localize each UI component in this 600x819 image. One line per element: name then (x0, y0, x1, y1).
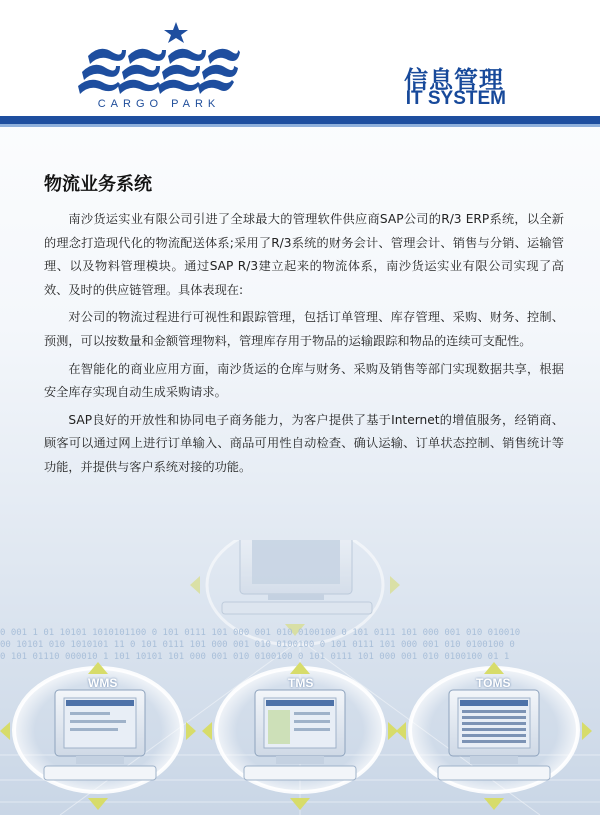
page-title-en: IT SYSTEM (405, 88, 506, 109)
arrow-right-icon (186, 722, 196, 740)
page-header (0, 0, 600, 118)
arrow-left-icon (396, 722, 406, 740)
arrow-left-icon (202, 722, 212, 740)
arrow-left-icon (0, 722, 10, 740)
section-title: 物流业务系统 (44, 174, 152, 195)
binary-stream: 0 101 01110 000010 1 101 10101 101 000 001 010 0100100 0 101 0111 101 000 001 010 0100100 01 1 (0, 652, 510, 662)
wms-label: WMS (88, 676, 118, 690)
paragraph: 南沙货运实业有限公司引进了全球最大的管理软件供应商SAP公司的R/3 ERP系统，以全新的理念打造现代化的物流配送体系;采用了R/3系统的财务会计、管理会计、销售与分销、运输管理、以及物料管理模块。通过SAP R/3建立起来的物流体系，南沙货运实业有限公司实现了高效、及时的供应链管理。具体表现在: (44, 212, 564, 297)
network-illustration (0, 540, 600, 815)
header-divider (0, 116, 600, 124)
waves-icon (78, 49, 240, 94)
binary-stream: 0 001 1 01 10101 1010101100 0 101 0111 101 000 001 010 0100100 0 101 0111 101 000 001 010 010010 (0, 628, 521, 638)
arrow-down-icon (88, 798, 108, 810)
tms-label: TMS (288, 676, 314, 690)
arrow-right-icon (582, 722, 592, 740)
arrow-down-icon (290, 798, 310, 810)
header-divider-light (0, 124, 600, 127)
arrow-right-icon (390, 576, 400, 594)
toms-label: TOMS (476, 676, 511, 690)
arrow-down-icon (484, 798, 504, 810)
binary-stream: 00 10101 010 1010101 11 0 101 0111 101 000 001 010 0100100 0 101 0111 101 000 001 010 0100100 0 (0, 640, 515, 650)
paragraph: 对公司的物流过程进行可视性和跟踪管理，包括订单管理、库存管理、采购、财务、控制、预测，可以按数量和金额管理物料，管理库存用于物品的运输跟踪和物品的连续可支配性。 (44, 310, 564, 348)
arrow-left-icon (190, 576, 200, 594)
logo-emblem-icon (78, 22, 240, 98)
paragraph: SAP良好的开放性和协同电子商务能力，为客户提供了基于Internet的增值服务，经销商、顾客可以通过网上进行订单输入、商品可用性自动检查、确认运输、订单状态控制、销售统计等功能，并提供与客户系统对接的功能。 (44, 412, 564, 474)
cargo-park-logo (78, 22, 240, 122)
paragraph: 在智能化的商业应用方面，南沙货运的仓库与财务、采购及销售等部门实现数据共享，根据安全库存实现自动生成采购请求。 (44, 361, 564, 400)
article-body (44, 208, 564, 484)
star-icon (164, 22, 188, 43)
logo-text: CARGO PARK (97, 98, 221, 110)
page-title-cn: 信息管理 (404, 66, 504, 94)
